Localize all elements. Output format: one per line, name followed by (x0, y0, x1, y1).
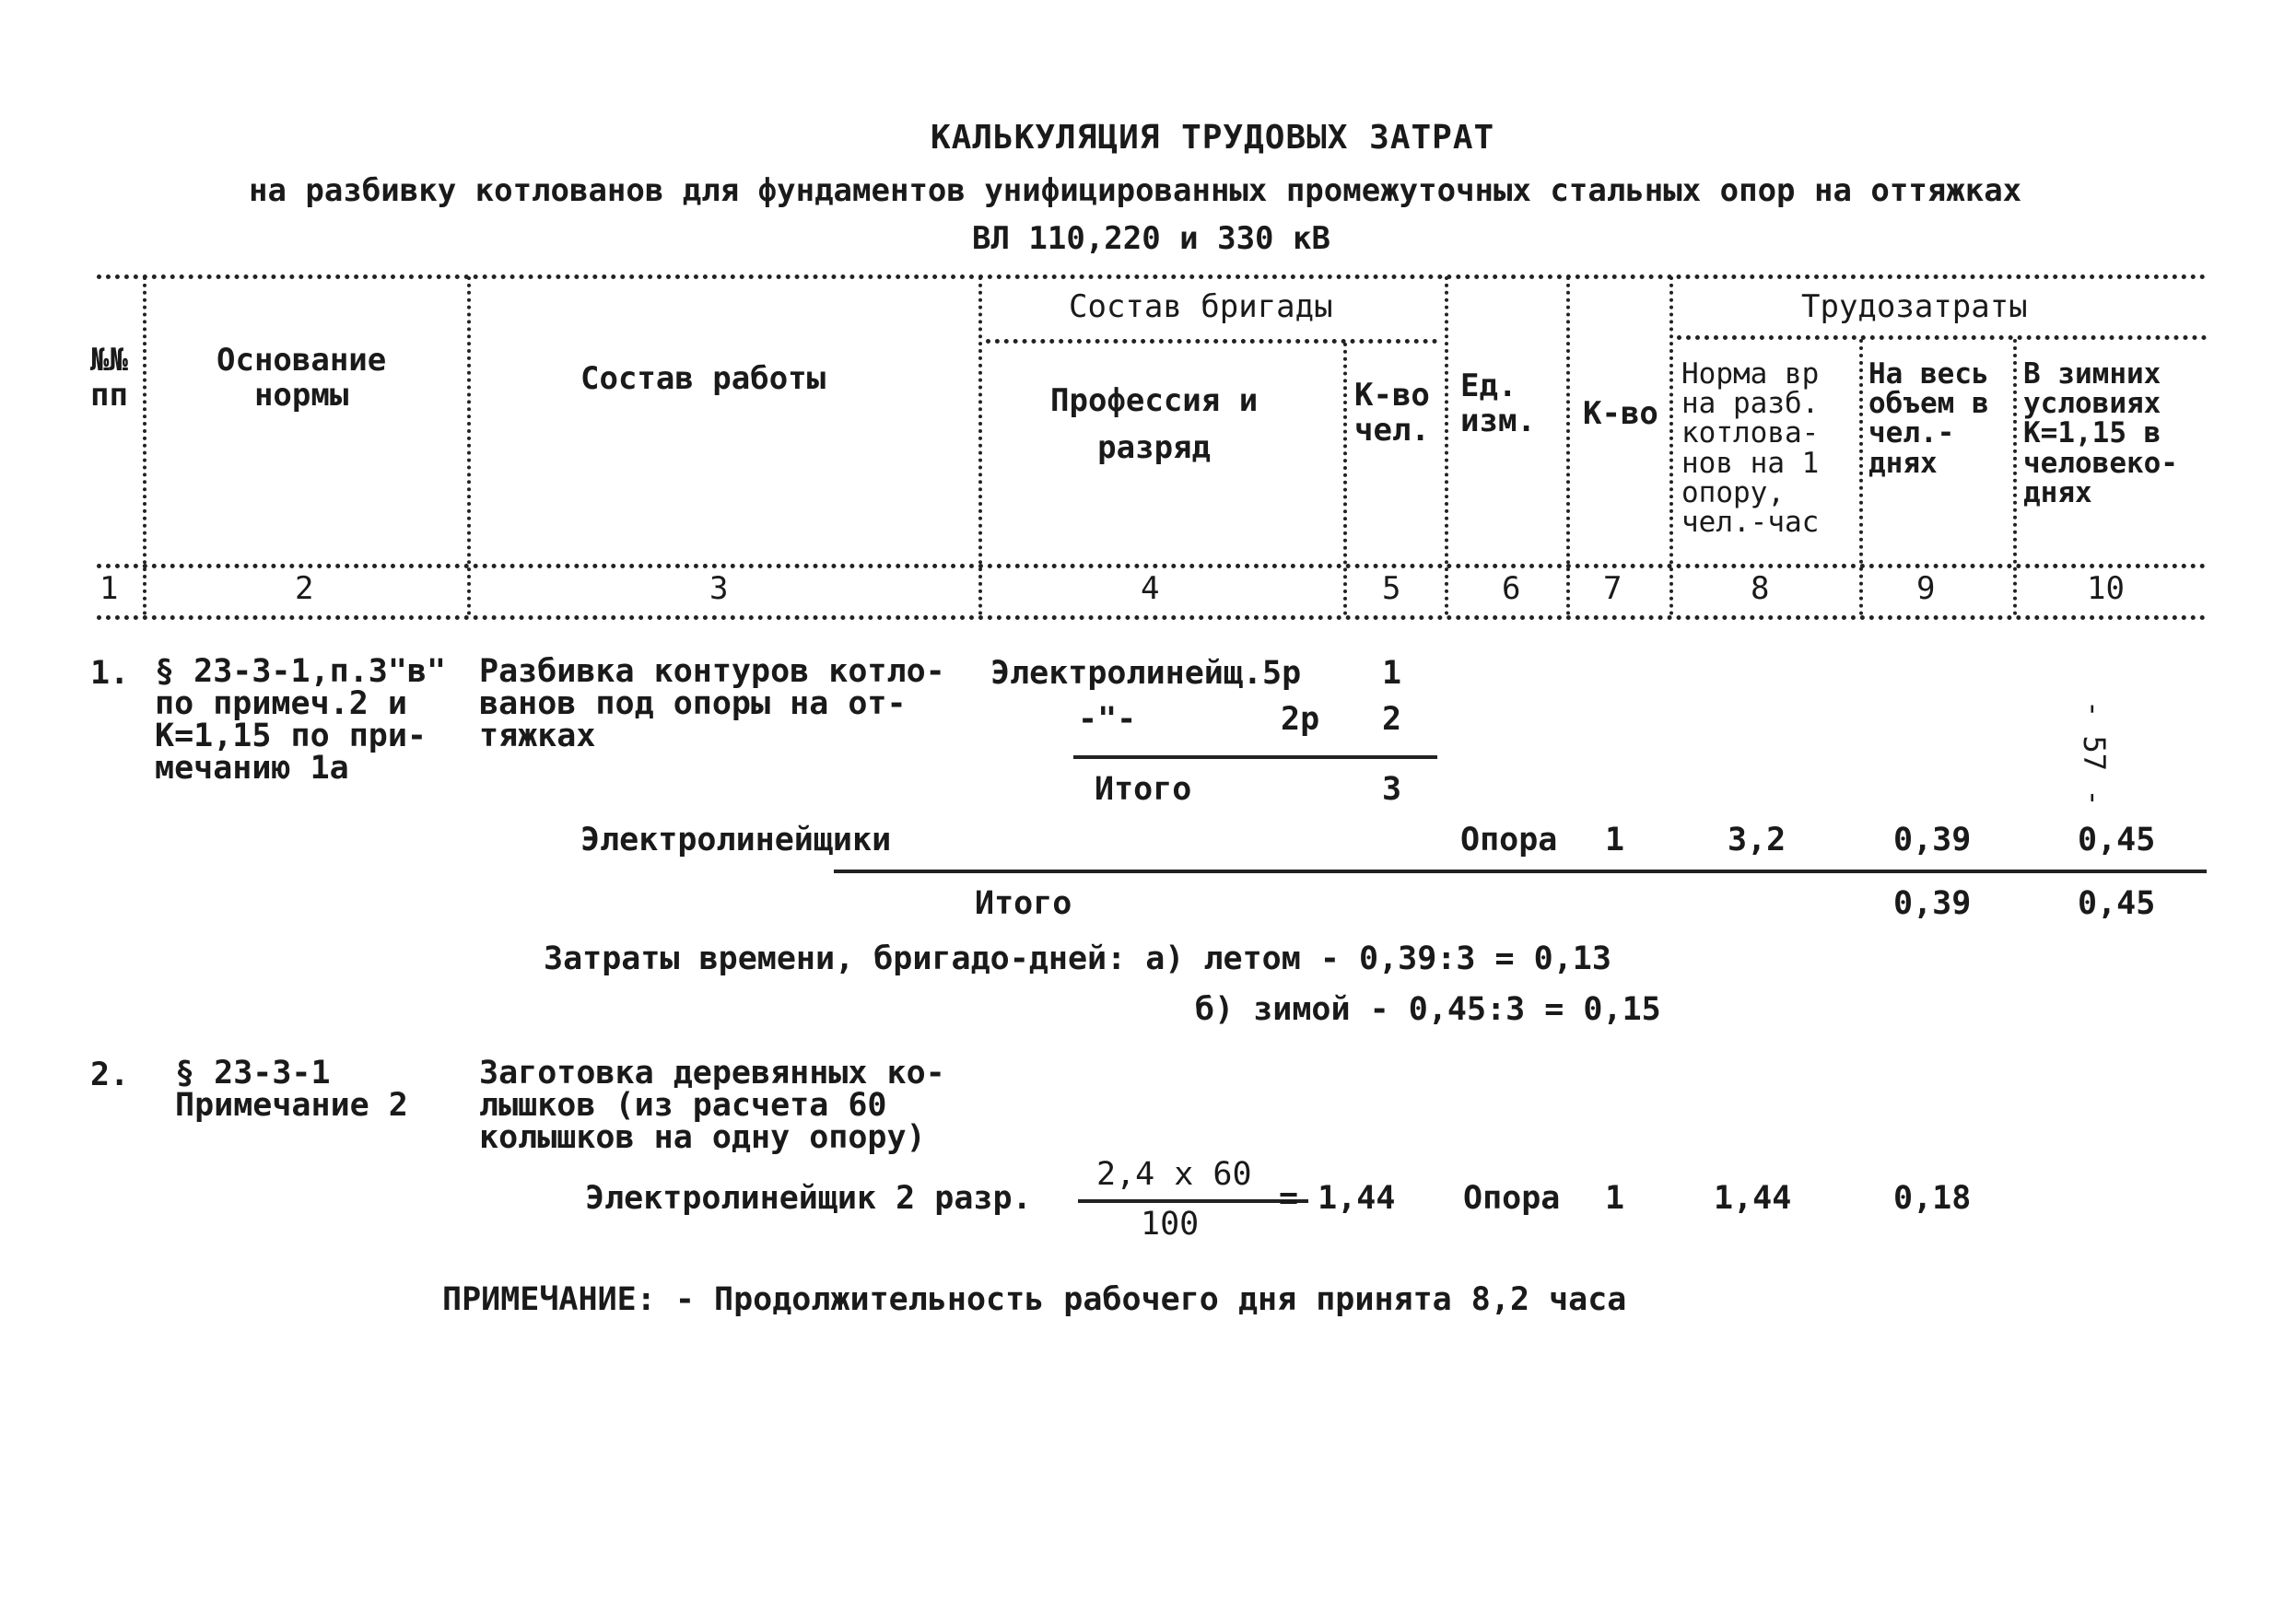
column-divider (1445, 276, 1448, 615)
row1-time-summer: Затраты времени, бригадо-дней: а) летом - 0,39:3 = 0,13 (544, 940, 1611, 977)
row1-itogo-qty: 3 (1382, 771, 1402, 808)
row1-time-winter: б) зимой - 0,45:3 = 0,15 (1195, 991, 1661, 1028)
brigade-group-rule (986, 339, 1437, 344)
row1-number: 1. (90, 655, 130, 692)
row2-total: 0,18 (1893, 1180, 1972, 1217)
row2-fraction-denominator: 100 (1141, 1206, 1200, 1243)
row1-work: Разбивка контуров котло- ванов под опоры на от- тяжках (479, 653, 945, 754)
col-group-labor: Трудозатраты (1801, 288, 2028, 325)
footnote: ПРИМЕЧАНИЕ: - Продолжительность рабочего дня принята 8,2 часа (442, 1281, 1627, 1318)
labor-group-rule (1677, 335, 2207, 340)
col-number: 1 (100, 570, 119, 607)
col-number: 10 (2087, 570, 2125, 607)
col-number: 6 (1502, 570, 1521, 607)
row1-workers-label: Электролинейщики (580, 822, 892, 858)
col-group-brigade: Состав бригады (1069, 288, 1333, 325)
col-number: 5 (1382, 570, 1401, 607)
row2-basis: § 23-3-1 Примечание 2 (175, 1055, 408, 1124)
col-header-number: №№ пп (90, 342, 128, 415)
row2-fraction-result: = 1,44 (1279, 1180, 1396, 1217)
row1-total: 0,39 (1893, 822, 1972, 858)
row1-itogo-label: Итого (1095, 771, 1192, 808)
header-bottom-rule (97, 564, 2207, 568)
row1-sum-label: Итого (975, 885, 1072, 922)
row1-basis: § 23-3-1,п.3"в" по примеч.2 и К=1,15 по при- мечанию 1а (155, 653, 447, 787)
row2-number: 2. (90, 1057, 130, 1093)
col-number: 8 (1751, 570, 1770, 607)
column-divider (1669, 276, 1673, 615)
row1-profession-1: Электролинейщ.5р (990, 655, 1302, 692)
col-header-profession: Профессия и разряд (1050, 382, 1259, 466)
row1-sum-winter: 0,45 (2078, 885, 2156, 922)
row1-norm: 3,2 (1728, 822, 1786, 858)
row1-workers-1: 1 (1382, 655, 1402, 692)
col-header-unit: Ед. изм. (1460, 368, 1536, 440)
column-divider (143, 276, 146, 615)
col-number: 2 (295, 570, 314, 607)
row1-unit: Опора (1460, 822, 1558, 858)
row1-subtotal-rule (1073, 755, 1437, 759)
row2-work: Заготовка деревянных ко- лышков (из расчета 60 колышков на одну опору) (479, 1055, 945, 1156)
document-title: КАЛЬКУЛЯЦИЯ ТРУДОВЫХ ЗАТРАТ (931, 119, 1495, 157)
column-divider (1566, 276, 1570, 615)
col-header-total-volume: На весь объем в чел.- днях (1868, 357, 1989, 480)
table-top-rule (97, 274, 2207, 279)
row1-grade-2: 2р (1281, 701, 1320, 738)
column-numbers-rule (97, 615, 2207, 620)
col-number: 4 (1141, 570, 1160, 607)
row1-winter: 0,45 (2078, 822, 2156, 858)
row1-total-rule (834, 870, 2207, 873)
row1-workers-2: 2 (1382, 701, 1402, 738)
col-number: 9 (1916, 570, 1936, 607)
row2-fraction-bar (1078, 1199, 1308, 1203)
column-divider (467, 276, 471, 615)
column-divider (978, 276, 982, 615)
row1-profession-2: -"- (1078, 701, 1137, 738)
row2-unit: Опора (1463, 1180, 1561, 1217)
column-divider (2013, 339, 2017, 615)
document-subtitle-voltage: ВЛ 110,220 и 330 кВ (972, 220, 1330, 257)
col-header-basis: Основание нормы (217, 342, 387, 415)
document-subtitle: на разбивку котлованов для фундаментов унифицированных промежуточных стальных опор на оттяжках (249, 172, 2022, 209)
column-divider (1343, 343, 1347, 615)
page-number: - 57 - (2077, 700, 2112, 807)
col-number: 3 (709, 570, 729, 607)
col-number: 7 (1603, 570, 1622, 607)
col-header-winter: В зимних условиях К=1,15 в человеко- днях (2023, 357, 2178, 509)
row2-workers-label: Электролинейщик 2 разр. (585, 1180, 1032, 1217)
col-header-work: Состав работы (580, 360, 826, 397)
row1-sum-total: 0,39 (1893, 885, 1972, 922)
col-header-norm: Норма вр на разб. котлова- нов на 1 опору, чел.-час (1681, 357, 1820, 540)
col-header-workers-count: К-во чел. (1354, 377, 1430, 450)
row2-count: 1 (1605, 1180, 1625, 1217)
row2-norm: 1,44 (1714, 1180, 1792, 1217)
column-divider (1859, 339, 1863, 615)
row2-fraction-numerator: 2,4 х 60 (1096, 1156, 1252, 1193)
col-header-count: К-во (1583, 395, 1658, 432)
row1-count: 1 (1605, 822, 1625, 858)
